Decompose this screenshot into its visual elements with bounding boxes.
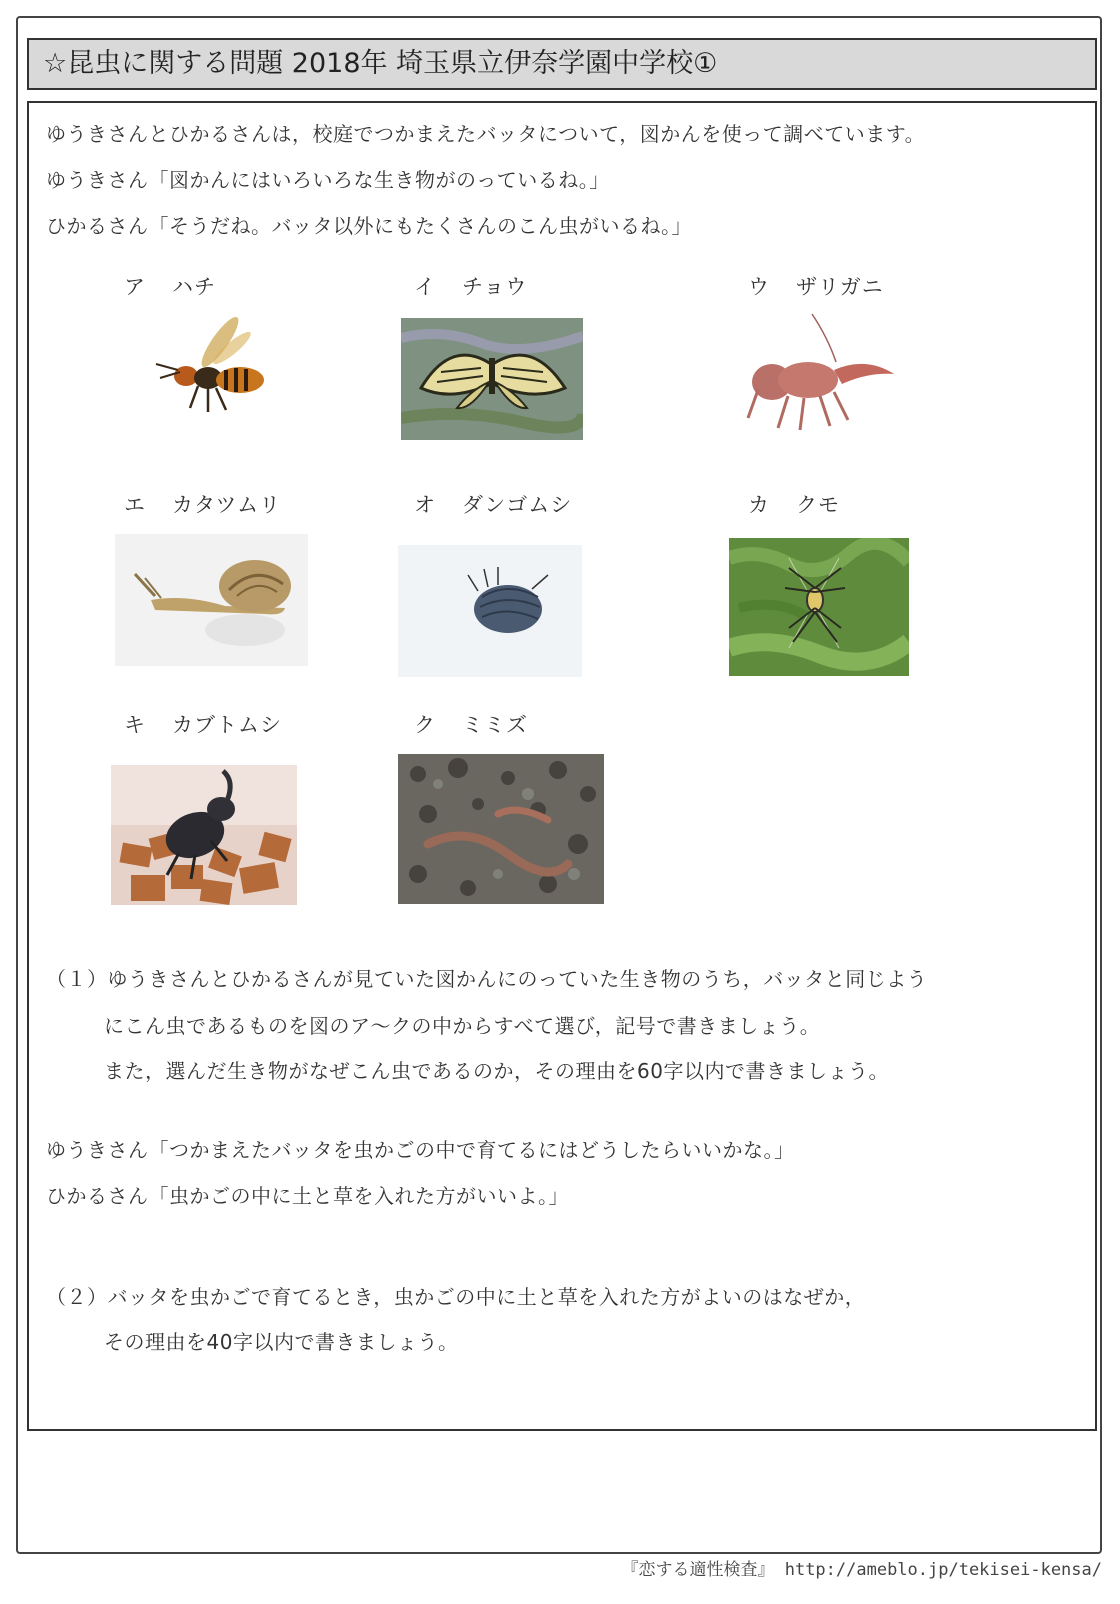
dialogue-2-line-2: ひかるさん「虫かごの中に土と草を入れた方がいいよ。」 [46,1184,569,1208]
beetle-photo [111,765,297,905]
creature-label-ki: キ カブトムシ [124,713,282,737]
intro-line-1: ゆうきさんとひかるさんは，校庭でつかまえたバッタについて，図かんを使って調べています。 [46,122,926,146]
spider-photo [729,538,909,676]
butterfly-photo [401,318,583,440]
earthworm-photo [398,754,604,904]
creature-label-e: エ カタツムリ [124,493,282,517]
question-1-line-3: また，選んだ生き物がなぜこん虫であるのか，その理由を60字以内で書きましょう。 [104,1059,889,1083]
creature-label-a: ア ハチ [124,275,216,299]
crayfish-photo [738,308,898,438]
creature-label-u: ウ ザリガニ [748,275,884,299]
dialogue-2-line-1: ゆうきさん「つかまえたバッタを虫かごの中で育てるにはどうしたらいいかな。」 [46,1138,795,1162]
question-1-line-2: にこん虫であるものを図のア～クの中からすべて選び，記号で書きましょう。 [104,1014,821,1038]
intro-line-2: ゆうきさん「図かんにはいろいろな生き物がのっているね。」 [46,168,610,192]
question-1-line-1: （１）ゆうきさんとひかるさんが見ていた図かんにのっていた生き物のうち，バッタと同じよう [46,967,928,991]
hornet-photo [138,312,288,422]
creature-label-o: オ ダンゴムシ [414,493,573,517]
creature-label-ka: カ クモ [748,493,840,517]
question-2-line-1: （２）バッタを虫かごで育てるとき，虫かごの中に土と草を入れた方がよいのはなぜか， [46,1285,866,1309]
question-2-line-2: その理由を40字以内で書きましょう。 [104,1330,459,1354]
intro-line-3: ひかるさん「そうだね。バッタ以外にもたくさんのこん虫がいるね。」 [46,214,692,238]
creature-label-i: イ チョウ [414,275,528,299]
snail-photo [115,534,308,666]
creature-label-ku: ク ミミズ [414,713,528,737]
footer-credit: 『恋する適性検査』 http://ameblo.jp/tekisei-kensa/ [621,1560,1102,1580]
pill-bug-photo [398,545,582,677]
page-title: ☆昆虫に関する問題 2018年 埼玉県立伊奈学園中学校① [27,38,1097,90]
